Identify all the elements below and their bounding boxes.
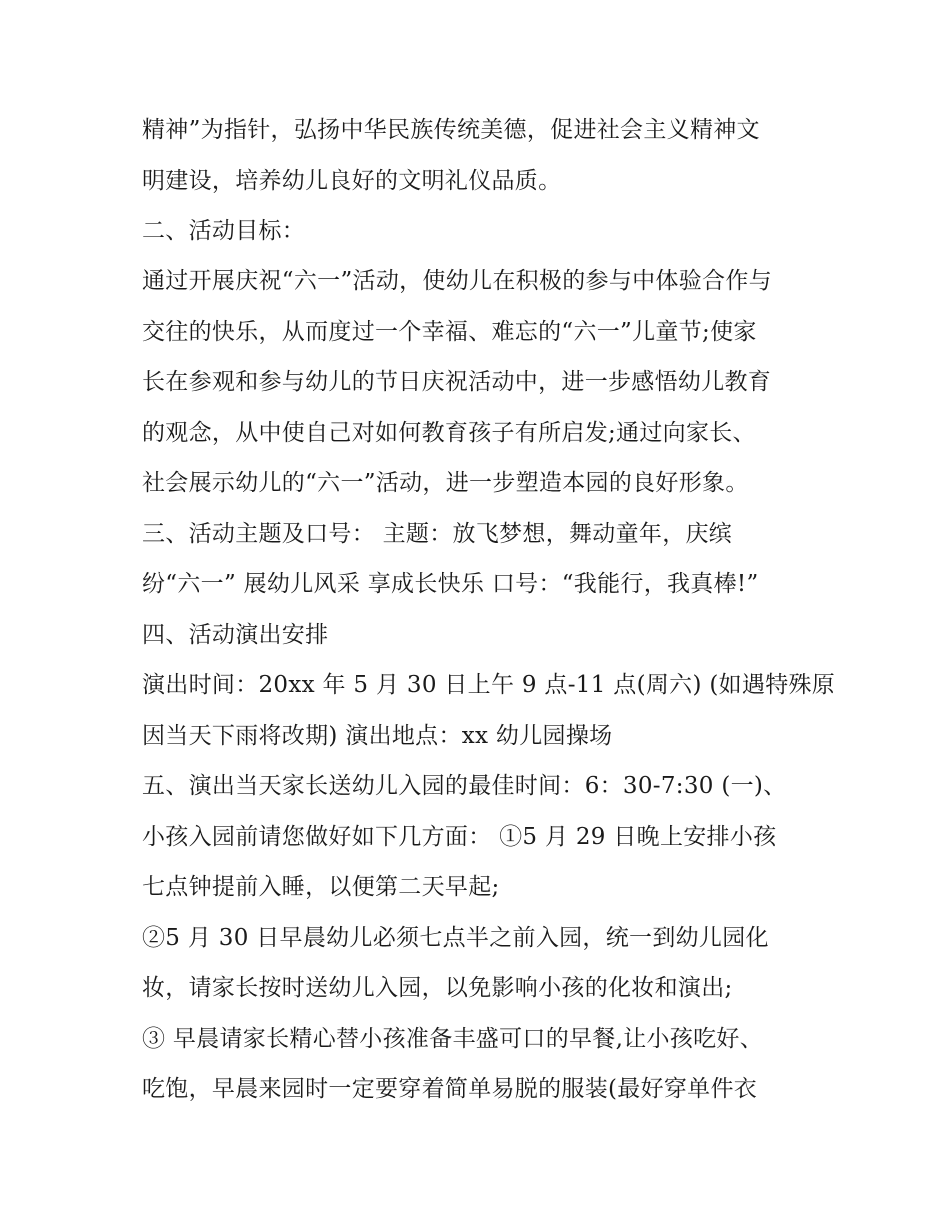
- text-line: 纷“六一” 展幼儿风采 享成长快乐 口号：“我能行，我真棒!”: [142, 571, 759, 597]
- section-heading: 二、活动目标：: [142, 218, 306, 244]
- text-line: 小孩入园前请您做好如下几方面： ①5 月 29 日晚上安排小孩: [142, 824, 777, 850]
- text-line: 七点钟提前入睡，以便第二天早起;: [142, 874, 500, 900]
- text-line: 长在参观和参与幼儿的节日庆祝活动中，进一步感悟幼儿教育: [142, 369, 772, 395]
- text-line: 演出时间：20xx 年 5 月 30 日上午 9 点-11 点(周六) (如遇特殊原: [142, 672, 836, 698]
- text-line: 社会展示幼儿的“六一”活动，进一步塑造本园的良好形象。: [142, 470, 749, 496]
- section-heading: 三、活动主题及口号： 主题：放飞梦想，舞动童年，庆缤: [142, 521, 733, 547]
- text-line: ③ 早晨请家长精心替小孩准备丰盛可口的早餐,让小孩吃好、: [142, 1026, 764, 1052]
- text-line: 吃饱，早晨来园时一定要穿着简单易脱的服装(最好穿单件衣: [142, 1076, 758, 1102]
- text-line: ②5 月 30 日早晨幼儿必须七点半之前入园，统一到幼儿园化: [142, 925, 769, 951]
- text-line: 交往的快乐，从而度过一个幸福、难忘的“六一”儿童节;使家: [142, 319, 757, 345]
- text-line: 通过开展庆祝“六一”活动，使幼儿在积极的参与中体验合作与: [142, 268, 772, 294]
- text-line: 的观念，从中使自己对如何教育孩子有所启发;通过向家长、: [142, 420, 756, 446]
- section-heading: 五、演出当天家长送幼儿入园的最佳时间：6：30-7:30 (一)、: [142, 773, 787, 799]
- text-line: 精神”为指针，弘扬中华民族传统美德，促进社会主义精神文: [142, 117, 760, 143]
- text-line: 明建设，培养幼儿良好的文明礼仪品质。: [142, 168, 562, 194]
- section-heading: 四、活动演出安排: [142, 622, 329, 648]
- text-line: 因当天下雨将改期) 演出地点：xx 幼儿园操场: [142, 723, 613, 749]
- text-line: 妆，请家长按时送幼儿入园，以免影响小孩的化妆和演出;: [142, 975, 733, 1001]
